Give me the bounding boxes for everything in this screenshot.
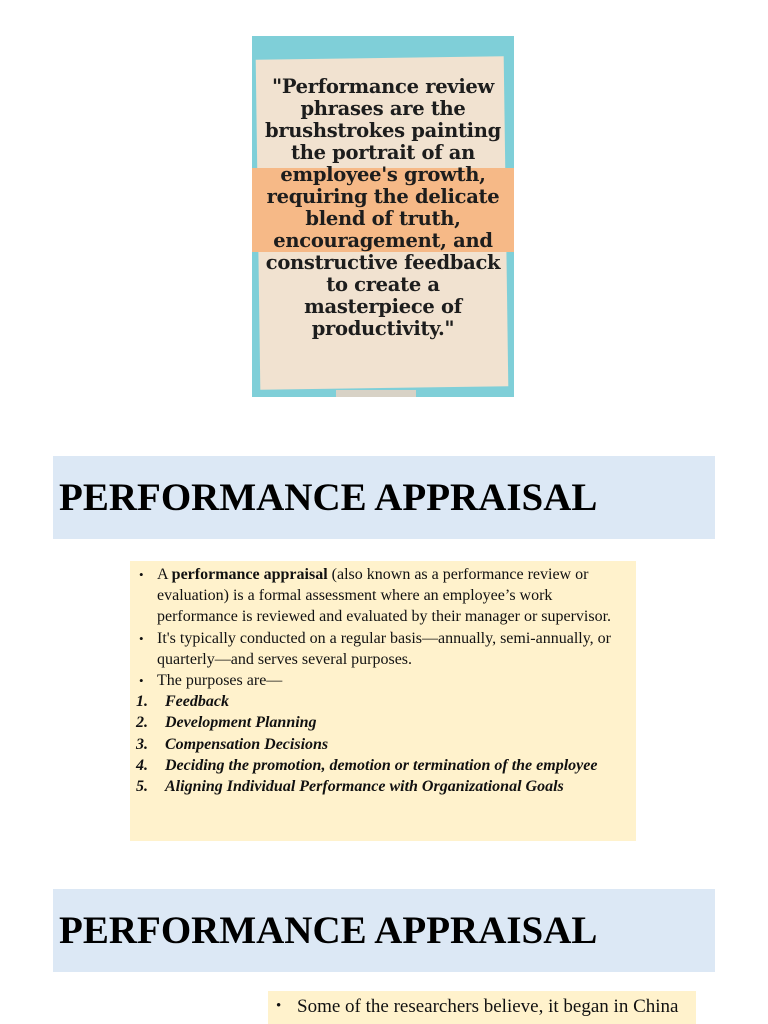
bullet-text: (also known as a performance review or evaluation) is a formal assessment where an employee’s work performance is reviewed and evaluated by their manager or supervisor. bbox=[157, 566, 612, 626]
list-item bbox=[130, 628, 636, 670]
section-heading-1 bbox=[53, 456, 715, 539]
section-heading-2 bbox=[53, 889, 715, 972]
list-number: 1. bbox=[136, 693, 148, 711]
list-item bbox=[130, 691, 636, 712]
content-box-1 bbox=[130, 561, 636, 841]
bullet-list bbox=[130, 564, 636, 691]
quote-image bbox=[252, 36, 514, 397]
list-item bbox=[268, 994, 696, 1019]
list-number: 5. bbox=[136, 778, 148, 796]
list-text: Aligning Individual Performance with Organizational Goals bbox=[165, 778, 564, 796]
list-text: Feedback bbox=[165, 693, 229, 711]
list-item bbox=[130, 712, 636, 733]
list-text: Development Planning bbox=[165, 714, 317, 732]
list-item bbox=[130, 755, 636, 776]
list-number: 3. bbox=[136, 735, 148, 753]
list-item bbox=[130, 734, 636, 755]
bullet-text-prefix: A bbox=[157, 566, 172, 583]
bullet-text-bold: performance appraisal bbox=[171, 566, 328, 583]
bullet-list bbox=[268, 994, 696, 1019]
purposes-list bbox=[130, 691, 636, 797]
section-title: PERFORMANCE APPRAISAL bbox=[59, 476, 598, 519]
bullet-text: Some of the researchers believe, it began in China bbox=[297, 996, 679, 1017]
bullet-text: The purposes are— bbox=[157, 672, 283, 690]
quote-text: "Performance review phrases are the brushstrokes painting the portrait of an employee's growth, requiring the delicate blend of truth, encouragement, and constructive feedback to create a masterpiece of productivity." bbox=[265, 75, 501, 340]
list-item bbox=[130, 564, 636, 628]
list-item bbox=[130, 670, 636, 691]
quote-paper-tab bbox=[336, 390, 416, 397]
list-item bbox=[130, 776, 636, 797]
list-number: 2. bbox=[136, 714, 148, 732]
section-title: PERFORMANCE APPRAISAL bbox=[59, 909, 598, 952]
list-text: Deciding the promotion, demotion or termination of the employee bbox=[165, 756, 598, 774]
content-box-2 bbox=[268, 991, 696, 1024]
bullet-text: It's typically conducted on a regular basis—annually, semi-annually, or quarterly—and serves several purposes. bbox=[157, 629, 612, 668]
list-number: 4. bbox=[136, 756, 148, 774]
list-text: Compensation Decisions bbox=[165, 735, 329, 753]
